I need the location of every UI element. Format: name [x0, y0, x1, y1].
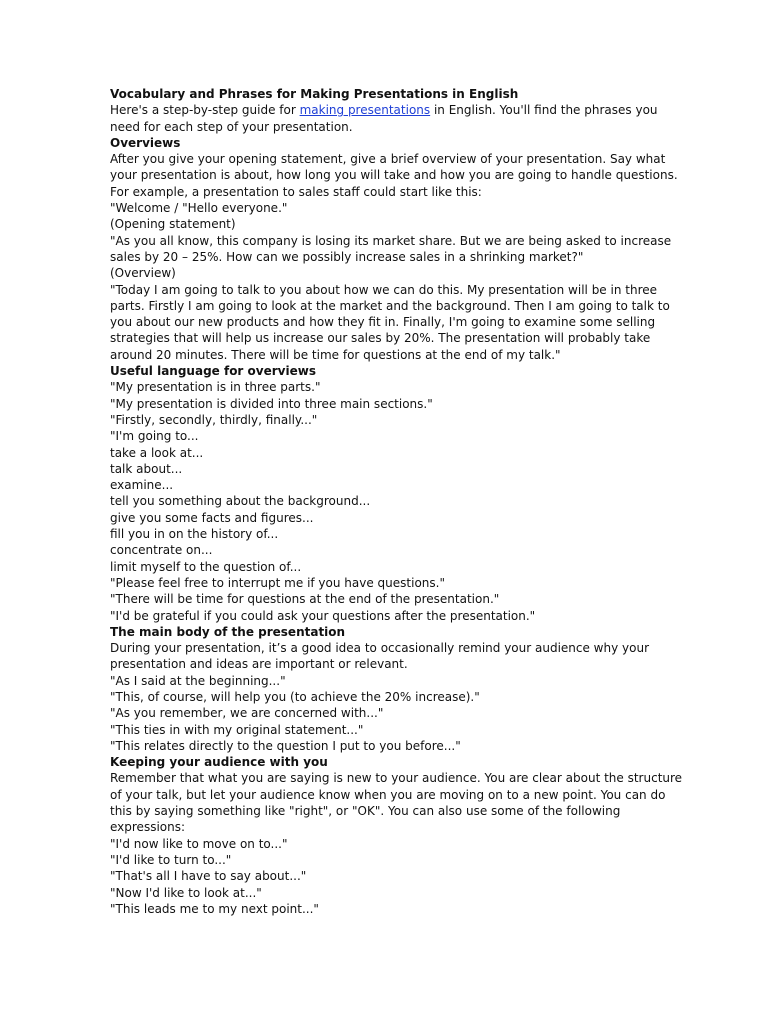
text-line: "That's all I have to say about..."	[110, 869, 307, 884]
text-line: Remember that what you are saying is new to your audience. You are clear about the structure	[110, 771, 683, 786]
text-line: "This, of course, will help you (to achieve the 20% increase)."	[110, 689, 480, 704]
text-line: parts. Firstly I am going to look at the market and the background. Then I am going to talk to	[110, 298, 670, 313]
intro-line-2: need for each step of your presentation.	[110, 119, 353, 134]
text-line: expressions:	[110, 820, 186, 835]
text-line: For example, a presentation to sales staff could start like this:	[110, 184, 482, 199]
text-line: "I'd be grateful if you could ask your questions after the presentation."	[110, 608, 536, 623]
text-line: "This relates directly to the question I put to you before..."	[110, 738, 461, 753]
text-line: presentation and ideas are important or relevant.	[110, 657, 408, 672]
text-line: talk about...	[110, 461, 183, 476]
document-page	[110, 86, 683, 917]
text-line: your presentation is about, how long you will take and how you are going to handle questions.	[110, 168, 678, 183]
text-line: After you give your opening statement, give a brief overview of your presentation. Say what	[110, 152, 666, 167]
text-line: "I'd now like to move on to..."	[110, 836, 288, 851]
text-line: "I'd like to turn to..."	[110, 852, 232, 867]
text-line: "As you all know, this company is losing its market share. But we are being asked to increase	[110, 233, 672, 248]
text-line: "This ties in with my original statement..."	[110, 722, 364, 737]
text-line: around 20 minutes. There will be time for questions at the end of my talk."	[110, 347, 561, 362]
intro-text-before: Here's a step-by-step guide for	[110, 103, 300, 118]
text-line: tell you something about the background...	[110, 494, 371, 509]
text-line: fill you in on the history of...	[110, 527, 279, 542]
text-line: "This leads me to my next point..."	[110, 901, 319, 916]
text-line: strategies that will help us increase our sales by 20%. The presentation will probably take	[110, 331, 651, 346]
section-heading: Keeping your audience with you	[110, 755, 328, 770]
text-line: "As you remember, we are concerned with..."	[110, 706, 384, 721]
text-line: "Welcome / "Hello everyone."	[110, 201, 288, 216]
text-line: of your talk, but let your audience know when you are moving on to a new point. You can do	[110, 787, 666, 802]
text-line: take a look at...	[110, 445, 204, 460]
text-line: this by saying something like "right", or "OK". You can also use some of the following	[110, 804, 621, 819]
text-line: (Opening statement)	[110, 217, 236, 232]
text-line: "As I said at the beginning..."	[110, 673, 286, 688]
text-line: examine...	[110, 478, 174, 493]
text-line: "I'm going to...	[110, 429, 199, 444]
text-line: "Today I am going to talk to you about how we can do this. My presentation will be in three	[110, 282, 658, 297]
text-line: limit myself to the question of...	[110, 559, 302, 574]
text-line: "Now I'd like to look at..."	[110, 885, 262, 900]
text-line: you about our new products and how they fit in. Finally, I'm going to examine some selling	[110, 315, 656, 330]
section-heading: Overviews	[110, 135, 181, 150]
text-line: During your presentation, it’s a good idea to occasionally remind your audience why your	[110, 641, 649, 656]
text-line: "Please feel free to interrupt me if you have questions."	[110, 575, 445, 590]
text-line: "My presentation is in three parts."	[110, 380, 321, 395]
text-line: sales by 20 – 25%. How can we possibly increase sales in a shrinking market?"	[110, 249, 584, 264]
document-body	[110, 135, 683, 917]
text-line: "There will be time for questions at the end of the presentation."	[110, 592, 500, 607]
intro-line	[110, 102, 670, 118]
making-presentations-link[interactable]: making presentations	[299, 103, 431, 118]
text-line: "Firstly, secondly, thirdly, finally..."	[110, 412, 318, 427]
text-line: "My presentation is divided into three main sections."	[110, 396, 433, 411]
section-heading: Useful language for overviews	[110, 364, 316, 379]
section-heading: The main body of the presentation	[110, 624, 346, 639]
text-line: (Overview)	[110, 266, 176, 281]
document-title: Vocabulary and Phrases for Making Presentations in English	[110, 87, 519, 101]
intro-text-after: in English. You'll find the phrases you	[430, 103, 658, 118]
text-line: give you some facts and figures...	[110, 510, 314, 525]
text-line: concentrate on...	[110, 543, 213, 558]
